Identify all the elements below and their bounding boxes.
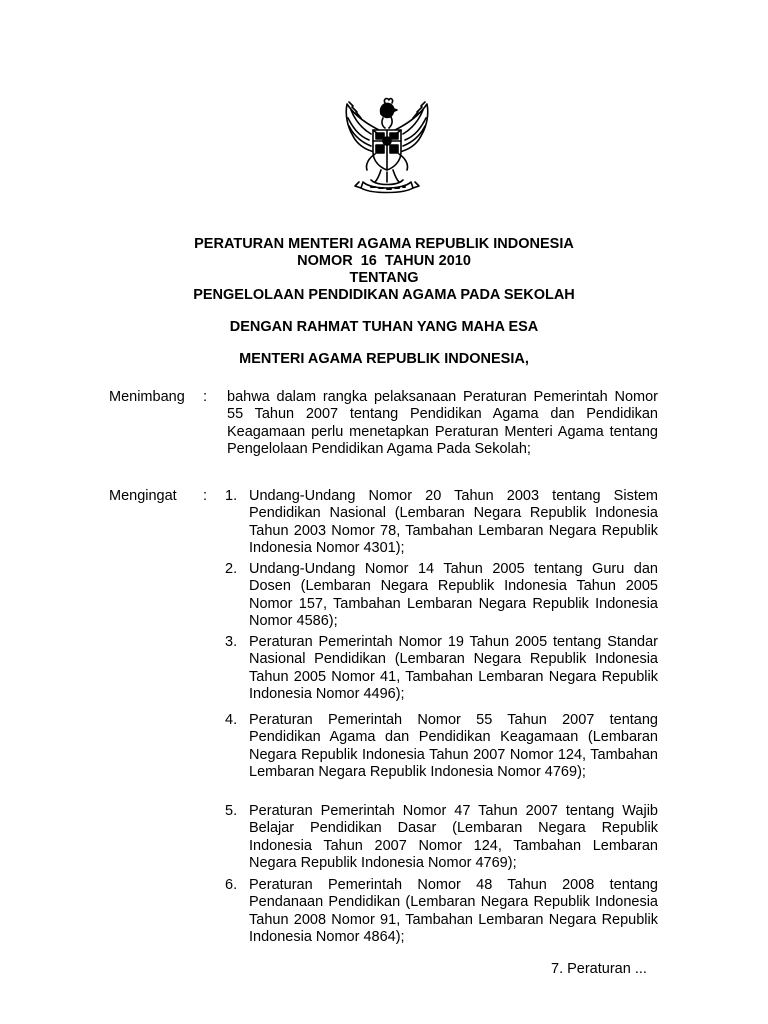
invocation-line: [0, 319, 768, 336]
list-item: Peraturan Pemerintah Nomor 55 Tahun 2007 tentang Pendidikan Agama dan Pendidikan Keagamaan (Lembaran Negara Republik Indonesia Tahun 2007 Nomor 124, Tambahan Lembaran Negara Republik Indonesia Nomor 4769);: [249, 712, 658, 780]
menimbang-text: bahwa dalam rangka pelaksanaan Peraturan Pemerintah Nomor 55 Tahun 2007 tentang Pendidikan Agama dan Pendidikan Keagamaan perlu menetapkan Peraturan Menteri Agama tentang Pengelolaan Pendidikan Agama Pada Sekolah;: [227, 389, 658, 457]
list-item-number: 1.: [225, 488, 238, 504]
minister-line: [0, 351, 768, 368]
list-item-number: 2.: [225, 561, 238, 577]
list-item-number: 6.: [225, 877, 238, 893]
list-item-number: 3.: [225, 634, 238, 650]
invocation-text: DENGAN RAHMAT TUHAN YANG MAHA ESA: [229, 319, 539, 335]
title-line-number: NOMOR 16 TAHUN 2010: [297, 253, 471, 269]
next-page-marker: 7. Peraturan ...: [551, 961, 647, 977]
list-item: Undang-Undang Nomor 14 Tahun 2005 tentang Guru dan Dosen (Lembaran Negara Republik Indonesia Tahun 2005 Nomor 157, Tambahan Lembaran Negara Republik Indonesia Nomor 4586);: [249, 561, 658, 629]
list-item-number: 5.: [225, 803, 238, 819]
list-item: Peraturan Pemerintah Nomor 47 Tahun 2007 tentang Wajib Belajar Pendidikan Dasar (Lembaran Negara Republik Indonesia Tahun 2007 Nomor 124, Tambahan Lembaran Negara Republik Indonesia Nomor 4769);: [249, 803, 658, 871]
list-item: Peraturan Pemerintah Nomor 48 Tahun 2008 tentang Pendanaan Pendidikan (Lembaran Negara Republik Indonesia Tahun 2008 Nomor 91, Tambahan Lembaran Negara Republik Indonesia Nomor 4864);: [249, 877, 658, 945]
title-line-regulation: PERATURAN MENTERI AGAMA REPUBLIK INDONESIA: [194, 236, 574, 252]
title-block: [0, 236, 768, 304]
menimbang-label: Menimbang: [109, 389, 185, 405]
list-item: Peraturan Pemerintah Nomor 19 Tahun 2005 tentang Standar Nasional Pendidikan (Lembaran Negara Republik Indonesia Tahun 2005 Nomor 41, Tambahan Lembaran Negara Republik Indonesia Nomor 4496);: [249, 634, 658, 702]
list-item: Undang-Undang Nomor 20 Tahun 2003 tentang Sistem Pendidikan Nasional (Lembaran Negara Republik Indonesia Tahun 2003 Nomor 78, Tambahan Lembaran Negara Republik Indonesia Nomor 4301);: [249, 488, 658, 556]
title-line-tentang: TENTANG: [349, 270, 419, 286]
list-item-number: 4.: [225, 712, 238, 728]
minister-text: MENTERI AGAMA REPUBLIK INDONESIA,: [239, 351, 529, 367]
garuda-emblem-icon: [331, 94, 443, 202]
mengingat-colon: :: [203, 488, 208, 504]
menimbang-colon: :: [203, 389, 208, 405]
title-line-subject: PENGELOLAAN PENDIDIKAN AGAMA PADA SEKOLAH: [193, 287, 575, 303]
mengingat-label: Mengingat: [109, 488, 177, 504]
